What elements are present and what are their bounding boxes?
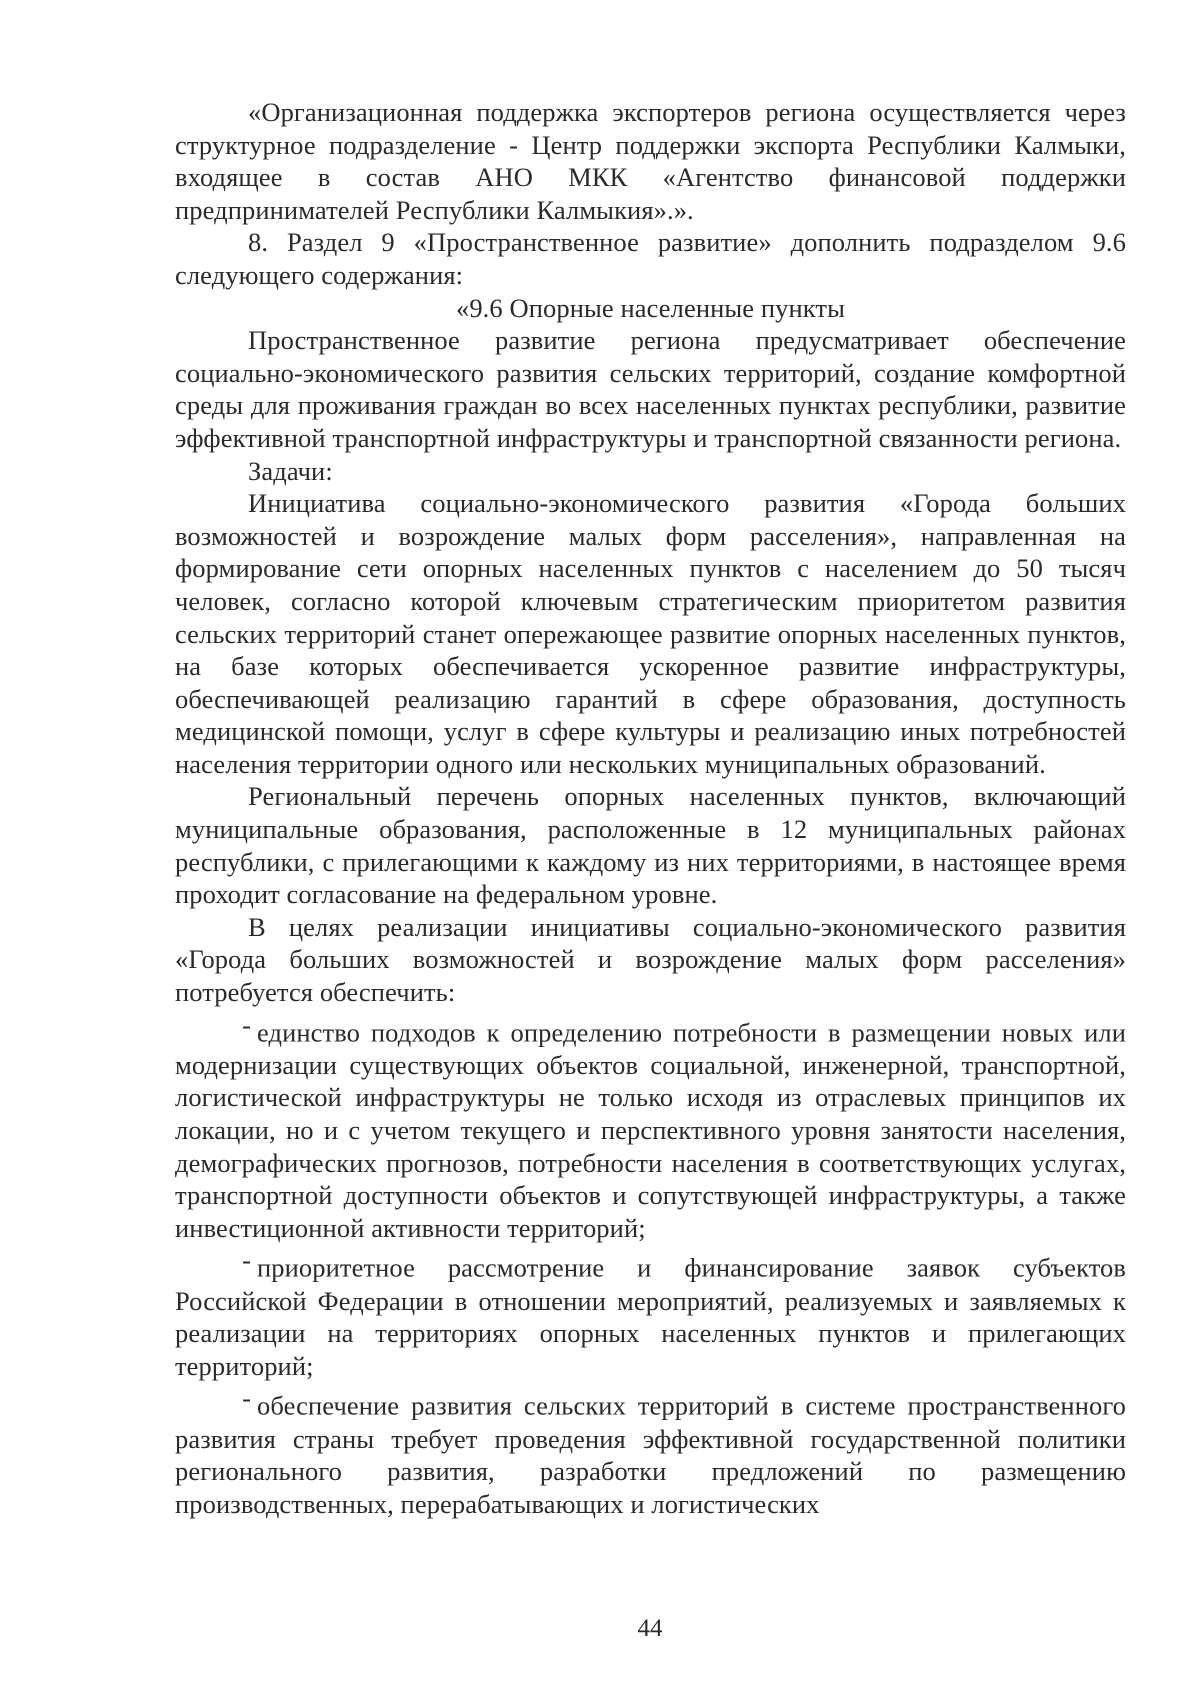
paragraph-export-support: «Организационная поддержка экспортеров региона осуществляется через структурное подразделение - Центр поддержки экспорта Республики Калмыки, входящее в состав АНО МКК «Агентство финансовой поддержки предпринимателей Республики Калмыкия».». — [175, 97, 1126, 225]
paragraph-goals-intro: В целях реализации инициативы социально-экономического развития «Города больших возможностей и возрождение малых форм расселения» потребуется обеспечить: — [175, 911, 1126, 1008]
subsection-heading: «9.6 Опорные населенные пункты — [455, 292, 846, 323]
paragraph-section-amendment: 8. Раздел 9 «Пространственное развитие» дополнить подразделом 9.6 следующего содержания: — [175, 227, 1126, 290]
paragraph-tasks-label: Задачи: — [248, 455, 333, 486]
paragraph-regional-list: Региональный перечень опорных населенных пунктов, включающий муниципальные образования, расположенные в 12 муниципальных районах республики, с прилегающими к каждому из них территориями, в настоящее время проходит согласование на федеральном уровне. — [175, 781, 1126, 910]
list-marker: - — [242, 1009, 251, 1040]
paragraph-initiative: Инициатива социально-экономического развития «Города больших возможностей и возрождение малых форм расселения», направленная на формирование сети опорных населенных пунктов с населением до 50 тысяч человек, согласно которой ключевым стратегическим приоритетом развития сельских территорий станет опережающее развитие опорных населенных пунктов, на базе которых обеспечивается ускоренное развитие инфраструктуры, обеспечивающей реализацию гарантий в сфере образования, доступность медицинской помощи, услуг в сфере культуры и реализацию иных потребностей населения территории одного или нескольких муниципальных образований. — [175, 488, 1126, 779]
list-item — [175, 1382, 1126, 1520]
list-item — [175, 1244, 1126, 1382]
list-item-text: приоритетное рассмотрение и финансирование заявок субъектов Российской Федерации в отношении мероприятий, реализуемых и заявляемых к реализации на территориях опорных населенных пунктов и прилегающих территорий; — [175, 1252, 1126, 1381]
list-item-text: единство подходов к определению потребности в размещении новых или модернизации существующих объектов социальной, инженерной, транспортной, логистической инфраструктуры не только исходя из отраслевых принципов их локации, но и с учетом текущего и перспективного уровня занятости населения, демографических прогнозов, потребности населения в соответствующих услугах, транспортной доступности объектов и сопутствующей инфраструктуры, а также инвестиционной активности территорий; — [175, 1017, 1126, 1243]
list-item-text: обеспечение развития сельских территорий в системе пространственного развития страны требует проведения эффективной государственной политики регионального развития, разработки предложений по размещению производственных, перерабатывающих и логистических — [175, 1390, 1126, 1519]
list-item — [175, 1009, 1126, 1245]
page-number: 44 — [637, 1615, 663, 1642]
document-body — [175, 96, 1126, 1520]
paragraph-spatial-development: Пространственное развитие региона предусматривает обеспечение социально-экономического развития сельских территорий, создание комфортной среды для проживания граждан во всех населенных пунктах республики, развитие эффективной транспортной инфраструктуры и транспортной связанности региона. — [175, 325, 1126, 453]
list-marker: - — [242, 1383, 251, 1414]
list-marker: - — [242, 1245, 251, 1276]
